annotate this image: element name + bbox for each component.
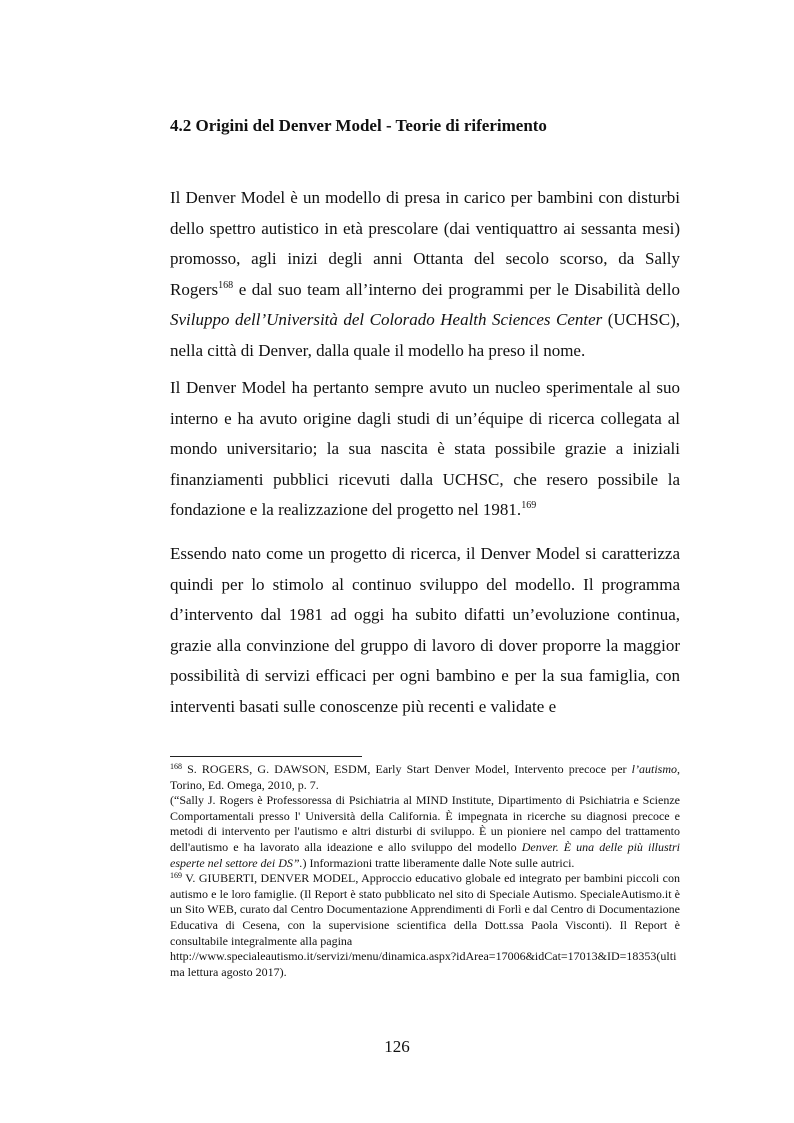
footnote-169-url[interactable]: http://www.specialeautismo.it/servizi/menu/dinamica.aspx?idArea=17006&idCat=17013&ID=18353(ultima lettura agosto 2017). bbox=[170, 949, 677, 979]
p1-text-a: Il Denver Model è un modello di presa in carico per bambini con disturbi dello spettro autistico in età prescolare (dai ventiquattro ai sessanta mesi) promosso, agli inizi degli anni Ottanta del secolo scorso, da Sally Rogers bbox=[170, 188, 680, 299]
paragraph-2 bbox=[170, 373, 680, 526]
footnote-divider bbox=[170, 756, 362, 757]
p3-text: Essendo nato come un progetto di ricerca, il Denver Model si caratterizza quindi per lo stimolo al continuo sviluppo del modello. Il programma d’intervento dal 1981 ad oggi ha subito difatti un’evoluzione continua, grazie alla convinzione del gruppo di lavoro di dover proporre la maggior possibilità di servizi efficaci per ogni bambino e per la sua famiglia, con interventi basati sulle conoscenze più recenti e validate e bbox=[170, 544, 680, 716]
footnote-169-text-a: V. GIUBERTI, DENVER MODEL, Approccio educativo globale ed integrato per bambini piccoli con autismo e le loro famiglie. (Il Report è stato pubblicato nel sito di Speciale Autismo. SpecialeAutismo.it è un Sito WEB, curato dal Centro Documentazione Apprendimenti di Forlì e dal Centro di Documentazione Educativa di Cesena, con la supervisione scientifica della Dott.ssa Paola Visconti). Il Report è consultabile integralmente alla pagina bbox=[170, 871, 680, 948]
paragraph-1 bbox=[170, 183, 680, 366]
footnote-168-number: 168 bbox=[170, 762, 182, 771]
footnote-ref-168[interactable]: 168 bbox=[218, 279, 234, 291]
footnote-168-text-d: ) Informazioni tratte liberamente dalle Note sulle autrici. bbox=[302, 855, 575, 870]
footnote-168-italic-a: l’autismo bbox=[631, 762, 677, 776]
footnote-169-number: 169 bbox=[170, 871, 182, 881]
footnote-168 bbox=[170, 762, 680, 793]
footnote-169 bbox=[170, 871, 680, 949]
p2-text: Il Denver Model ha pertanto sempre avuto un nucleo sperimentale al suo interno e ha avuto origine dagli studi di un’équipe di ricerca collegata al mondo universitario; la sua nascita è stata possibile grazie a iniziali finanziamenti pubblici ricevuti dalla UCHSC, che resero possibile la fondazione e la realizzazione del progetto nel 1981. bbox=[170, 378, 680, 519]
section-heading: 4.2 Origini del Denver Model - Teorie di riferimento bbox=[170, 116, 547, 135]
footnote-168-text-a: S. ROGERS, G. DAWSON, ESDM, Early Start Denver Model, Intervento precoce per bbox=[182, 762, 632, 776]
footnote-168-text-b: , Torino, Ed. Omega, 2010, p. 7. bbox=[170, 762, 680, 792]
p1-text-c: (UCHSC), nella città di Denver, dalla quale il modello ha preso il nome. bbox=[170, 310, 680, 360]
paragraph-3 bbox=[170, 539, 680, 722]
footnote-168-italic-b: Denver. È una delle più illustri esperte nel settore dei DS”. bbox=[170, 839, 680, 870]
page-number: 126 bbox=[384, 1037, 410, 1056]
p1-italic: Sviluppo dell’Università del Colorado Health Sciences Center bbox=[170, 310, 603, 329]
footnote-168-text-c: (“Sally J. Rogers è Professoressa di Psichiatria al MIND Institute, Dipartimento di Psichiatria e Scienze Comportamentali presso l' Università della California. È impegnata in ricerche su diagnosi precoce e metodi di intervento per l'autismo e altri disturbi di sviluppo. È un pioniere nel campo del trattamento dell'autismo e ha lavorato alla ideazione e allo sviluppo del modello bbox=[170, 793, 680, 854]
p1-text-b: e dal suo team all’interno dei programmi per le Disabilità dello bbox=[233, 279, 680, 299]
footnote-ref-169[interactable]: 169 bbox=[521, 500, 537, 511]
footnote-168-detail bbox=[170, 793, 680, 871]
footnotes bbox=[170, 762, 680, 980]
